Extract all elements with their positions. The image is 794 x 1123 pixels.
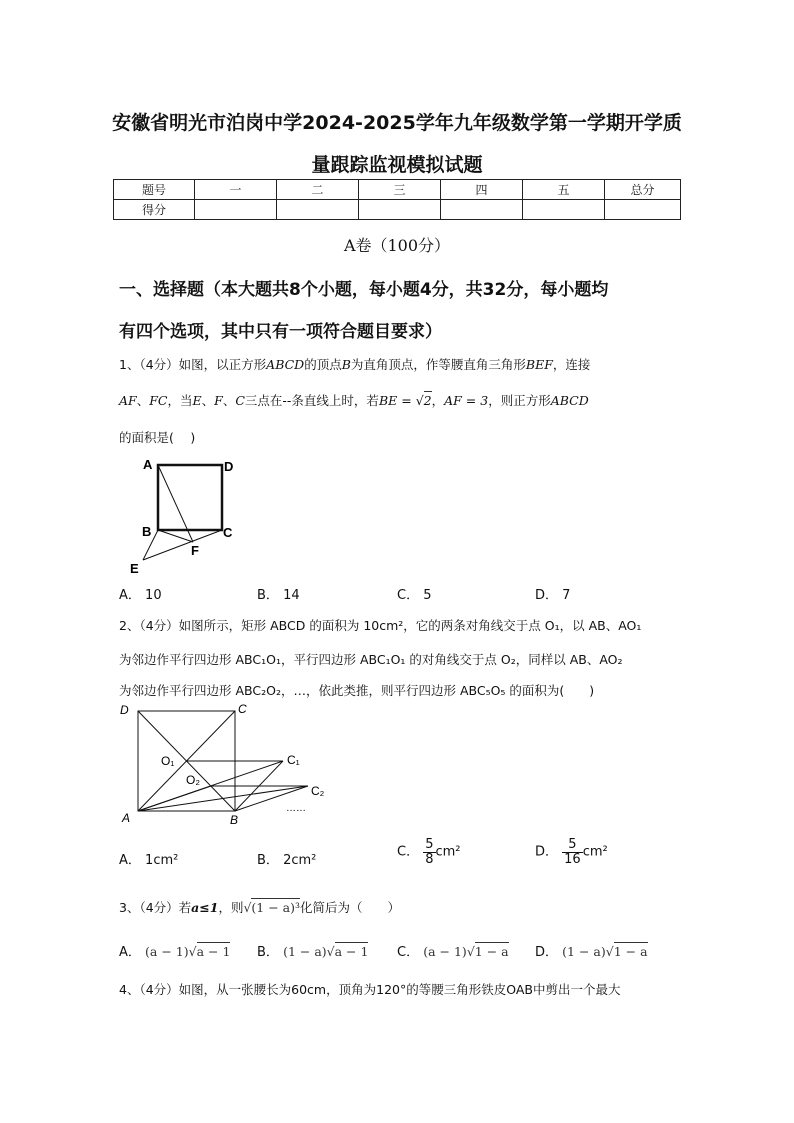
option-label: C．	[397, 945, 420, 960]
q1-text: ，连接	[552, 357, 591, 372]
score-cell[interactable]	[441, 200, 523, 220]
score-cell[interactable]	[523, 200, 605, 220]
score-cell[interactable]	[605, 200, 681, 220]
label-b: B	[230, 813, 239, 827]
sqrt-sign: √	[243, 900, 252, 915]
q1-sqrt2: 2	[423, 393, 432, 408]
label-c1: C₁	[287, 753, 300, 767]
option-value: 5	[423, 588, 432, 603]
label-o1: O₁	[161, 754, 175, 768]
option-value: 7	[562, 588, 571, 603]
fraction-denominator: 16	[564, 851, 581, 867]
score-table-row-label: 得分	[114, 200, 195, 220]
page-title-line2: 量跟踪监视模拟试题	[311, 154, 483, 176]
option-radicand: 1 − a	[613, 944, 648, 959]
option-unit: cm²	[582, 844, 608, 860]
score-cell[interactable]	[195, 200, 277, 220]
q1-text: ，当	[167, 393, 193, 408]
sqrt-sign: √	[605, 944, 614, 959]
q3-option-c[interactable]	[397, 941, 509, 960]
q1-abcd2: ABCD	[550, 393, 589, 408]
ellipsis: ……	[286, 803, 306, 814]
q1-line3: 的面积是( )	[119, 430, 196, 445]
option-label: B．	[257, 588, 279, 603]
q1-c: C	[235, 393, 245, 408]
q3-option-b[interactable]	[257, 941, 368, 960]
option-value: 1cm²	[145, 853, 179, 868]
option-coefficient: (1 − a)	[283, 944, 327, 959]
option-radicand: a − 1	[196, 944, 231, 959]
label-c2: C₂	[311, 784, 325, 798]
label-a: A	[122, 811, 131, 825]
option-label: D．	[535, 588, 559, 603]
fraction	[423, 838, 435, 866]
score-table-header-row	[114, 180, 681, 200]
q2-option-c[interactable]	[397, 838, 461, 866]
q3-radicand: (1 − a)³	[251, 900, 301, 915]
sqrt-sign: √	[188, 944, 197, 959]
q1-text: ，则正方形	[488, 393, 551, 408]
sqrt-sign: √	[415, 393, 424, 408]
q1-fc: FC	[149, 393, 168, 408]
q1-b: B	[341, 357, 351, 372]
q1-line2	[119, 391, 589, 409]
option-coefficient: (a − 1)	[423, 944, 467, 959]
score-table-header-cell: 五	[523, 180, 605, 200]
q1-af-eq: AF = 3	[444, 393, 489, 408]
q2-figure	[115, 698, 335, 828]
q1-f: F	[214, 393, 223, 408]
label-f: F	[191, 543, 199, 558]
label-d: D	[120, 703, 129, 717]
q3-line1	[119, 898, 400, 916]
fraction-denominator: 8	[425, 851, 434, 867]
score-table-header-cell: 一	[195, 180, 277, 200]
q3-option-a[interactable]	[119, 941, 230, 960]
q1-option-a[interactable]	[119, 584, 162, 603]
segment-ec	[143, 530, 222, 560]
score-table-header-cell: 四	[441, 180, 523, 200]
q1-text: ，	[431, 393, 445, 408]
q1-text: 、	[222, 393, 236, 408]
q3-text: ，则	[218, 900, 244, 915]
q3-option-d[interactable]	[535, 941, 648, 960]
q1-figure	[125, 455, 245, 577]
fraction-numerator: 5	[425, 837, 434, 852]
label-d: D	[224, 459, 234, 474]
label-b: B	[142, 524, 152, 539]
option-radicand: 1 − a	[474, 944, 509, 959]
label-c: C	[223, 525, 233, 540]
q2-line1: 2、（4分）如图所示，矩形 ABCD 的面积为 10cm²，它的两条对角线交于点 O₁，以 AB、AO₁	[119, 618, 642, 633]
q1-option-b[interactable]	[257, 584, 300, 603]
q1-option-d[interactable]	[535, 584, 570, 603]
fraction-numerator: 5	[562, 838, 583, 853]
option-value: 2cm²	[283, 853, 317, 868]
square-abcd	[158, 465, 222, 530]
score-table-header-cell: 二	[277, 180, 359, 200]
option-label: D．	[535, 945, 559, 960]
score-table-header-cell: 总分	[605, 180, 681, 200]
score-table-score-row	[114, 200, 681, 220]
q1-bef: BEF	[525, 357, 553, 372]
option-label: A．	[119, 853, 141, 868]
sqrt-sign: √	[466, 944, 475, 959]
label-o2: O₂	[186, 773, 200, 787]
option-label: C．	[397, 588, 420, 603]
option-label: D．	[535, 844, 559, 860]
section-heading-line2: 有四个选项，其中只有一项符合题目要求）	[119, 322, 442, 342]
label-a: A	[143, 457, 153, 472]
score-table	[113, 179, 681, 220]
q2-option-d[interactable]	[535, 838, 608, 866]
sqrt-sign: √	[326, 944, 335, 959]
q1-text: 三点在--条直线上时，若	[244, 393, 379, 408]
option-label: B．	[257, 945, 279, 960]
option-value: 14	[283, 588, 300, 603]
q1-text: 的顶点	[304, 357, 342, 372]
q2-option-a[interactable]	[119, 849, 178, 868]
option-label: C．	[397, 844, 420, 860]
q2-line3: 为邻边作平行四边形 ABC₂O₂，…，依此类推，则平行四边形 ABC₅O₅ 的面积为( )	[119, 683, 595, 698]
segment-ac2	[138, 786, 308, 811]
segment-bf	[158, 530, 193, 542]
score-cell[interactable]	[277, 200, 359, 220]
fraction	[562, 838, 583, 866]
q1-option-c[interactable]	[397, 584, 432, 603]
segment-ao2	[138, 786, 211, 811]
option-value: 10	[145, 588, 162, 603]
volume-heading: A卷（100分）	[343, 236, 451, 255]
option-label: A．	[119, 945, 141, 960]
q2-line2: 为邻边作平行四边形 ABC₁O₁，平行四边形 ABC₁O₁ 的对角线交于点 O₂，同样以 AB、AO₂	[119, 652, 623, 667]
label-e: E	[130, 561, 139, 576]
option-coefficient: (a − 1)	[145, 944, 189, 959]
q3-condition: a≤1	[191, 900, 219, 915]
option-label: B．	[257, 853, 279, 868]
label-c: C	[238, 702, 247, 716]
q4-line1: 4、（4分）如图，从一张腰长为60cm，顶角为120°的等腰三角形铁皮OAB中剪出一个最大	[119, 982, 621, 997]
score-table-header-cell: 三	[359, 180, 441, 200]
option-label: A．	[119, 588, 141, 603]
option-unit: cm²	[435, 844, 461, 860]
option-radicand: a − 1	[334, 944, 369, 959]
q1-text: 为直角顶点，作等腰直角三角形	[350, 357, 526, 372]
q3-text: 3、（4分）若	[119, 900, 192, 915]
page-title-line1: 安徽省明光市泊岗中学2024-2025学年九年级数学第一学期开学质	[112, 112, 682, 134]
option-coefficient: (1 − a)	[562, 944, 606, 959]
q1-e: E	[192, 393, 202, 408]
q1-line1	[119, 355, 590, 373]
q1-text: 1、（4分）如图，以正方形	[119, 357, 267, 372]
score-cell[interactable]	[359, 200, 441, 220]
q1-af: AF	[119, 393, 137, 408]
q1-be-eq: BE =	[378, 393, 412, 408]
q1-abcd: ABCD	[266, 357, 305, 372]
q2-option-b[interactable]	[257, 849, 316, 868]
q1-text: 、	[136, 393, 150, 408]
section-heading-line1: 一、选择题（本大题共8个小题，每小题4分，共32分，每小题均	[119, 280, 609, 300]
score-table-header-cell: 题号	[114, 180, 195, 200]
q3-text: 化简后为（ ）	[300, 900, 401, 915]
q1-text: 、	[201, 393, 215, 408]
